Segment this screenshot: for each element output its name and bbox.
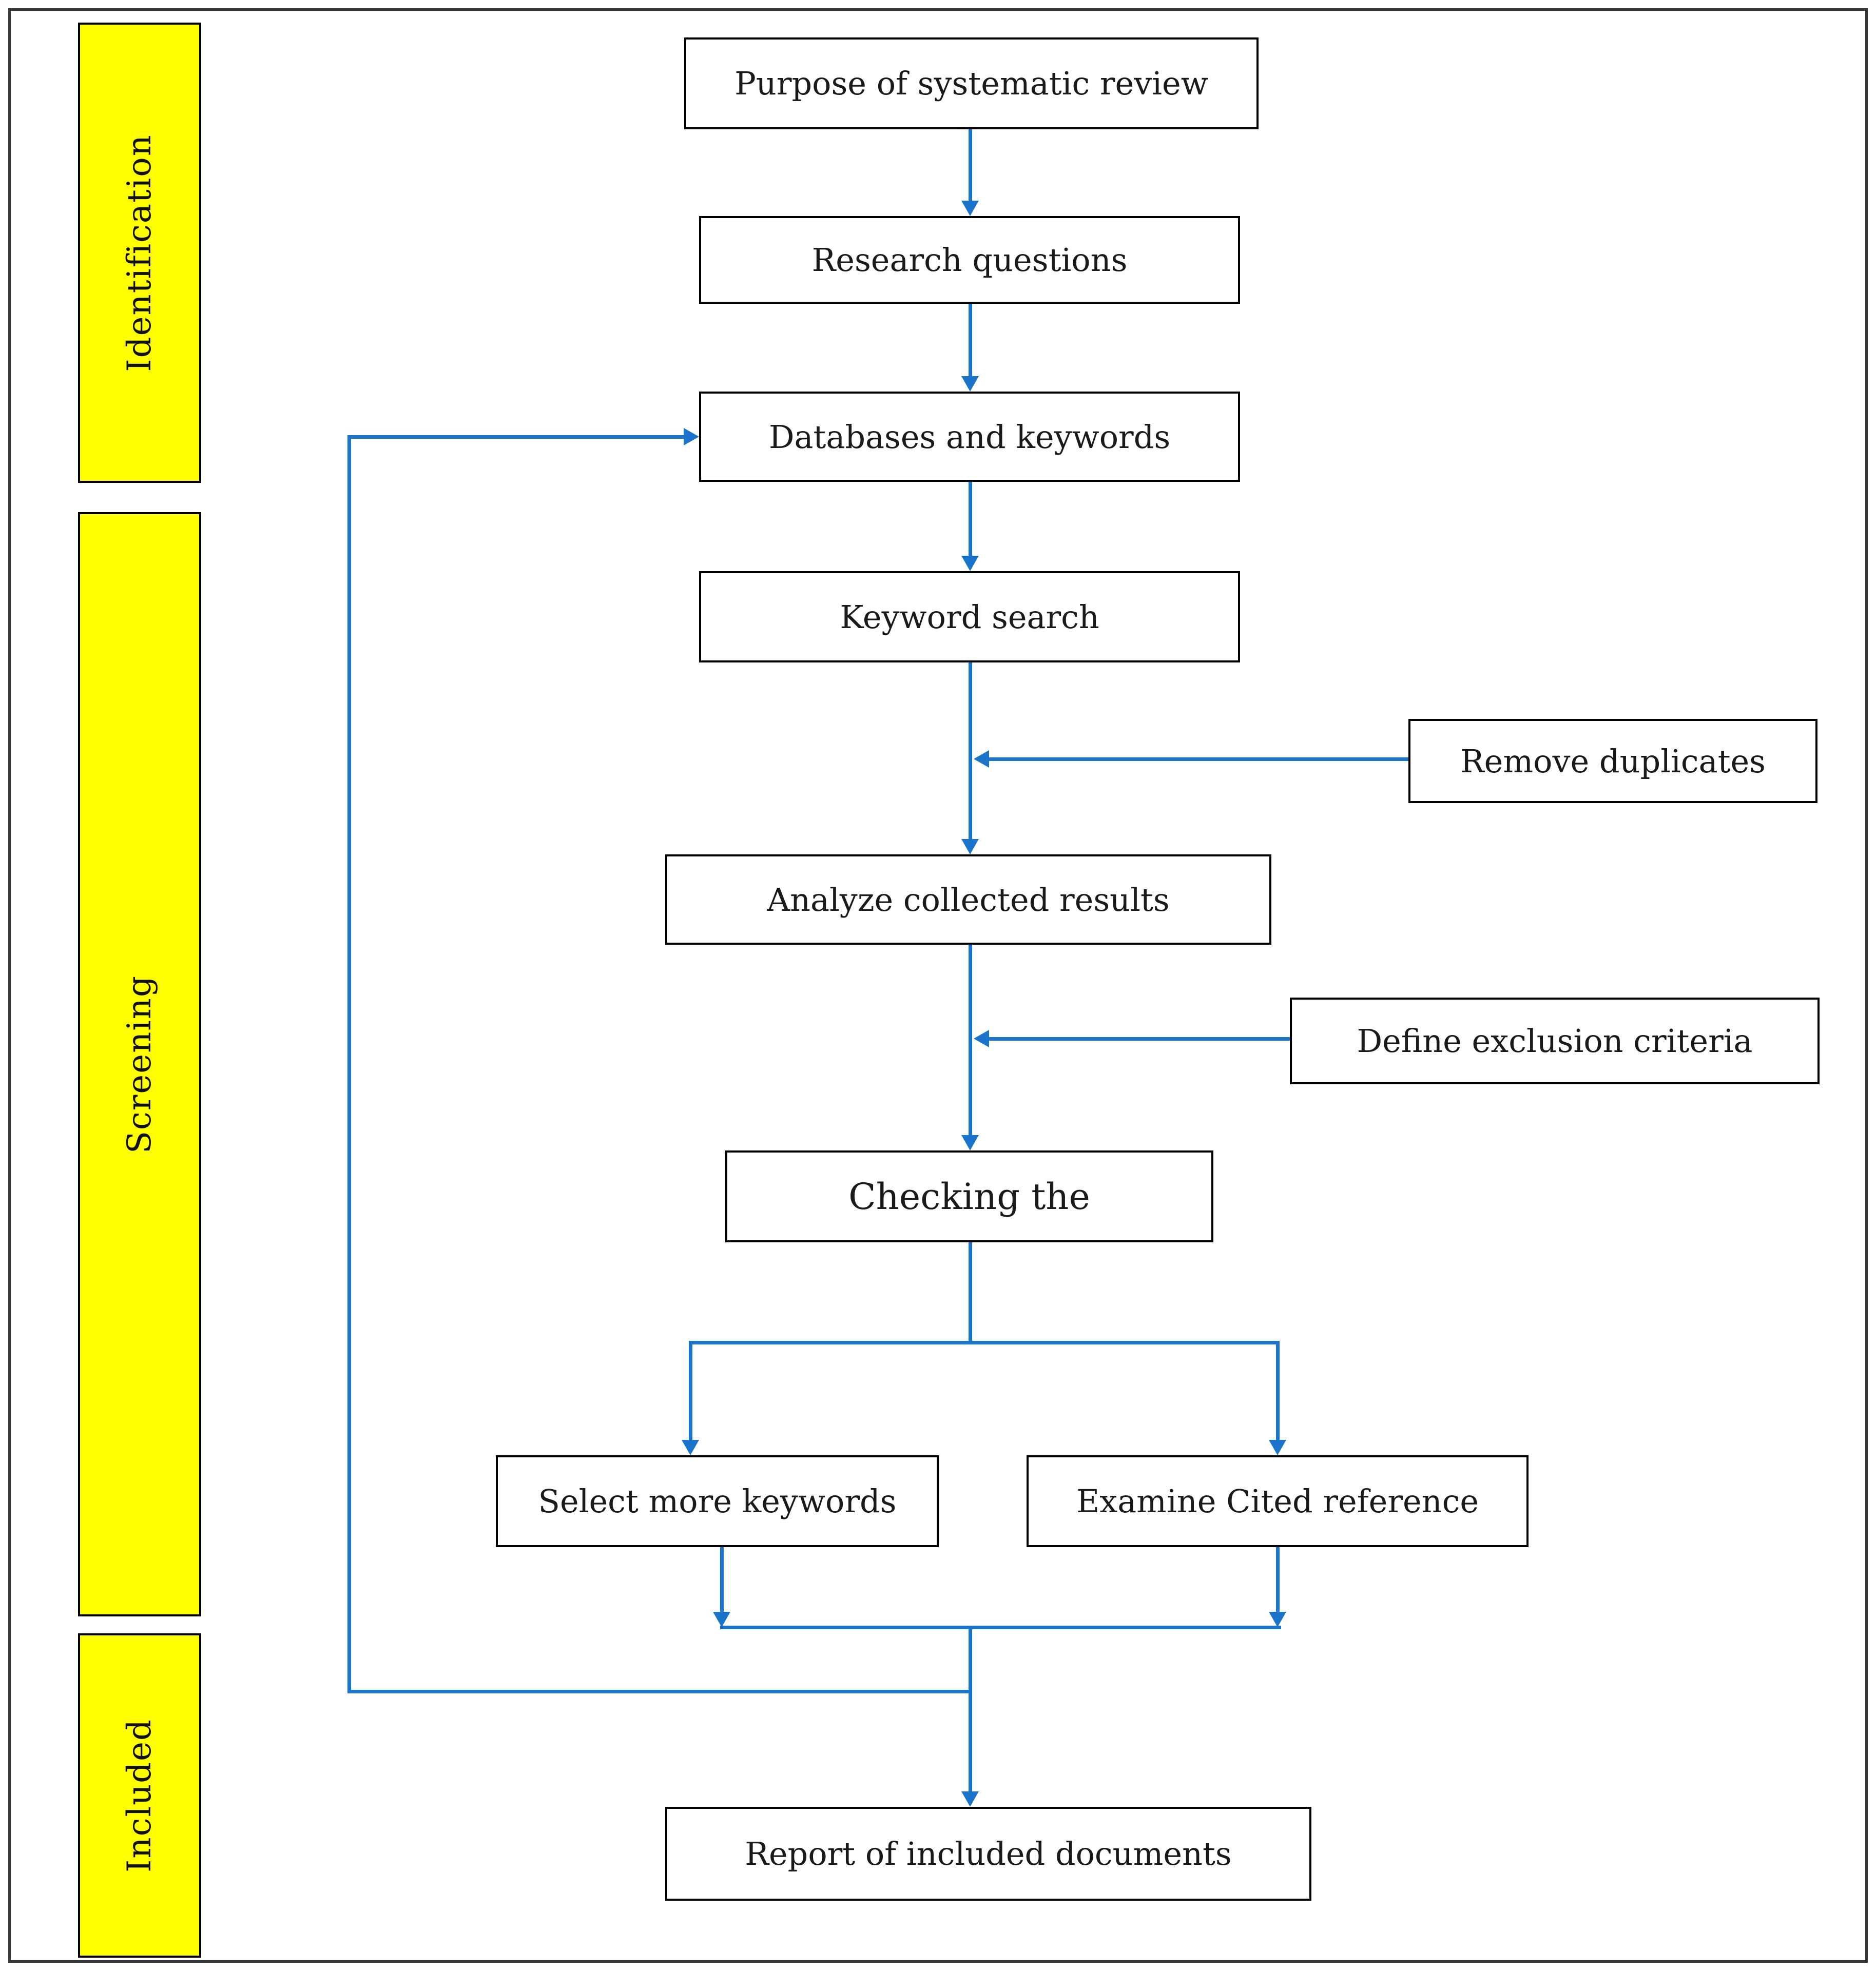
arrow-to-examine-cited-head — [1269, 1440, 1286, 1455]
arrow-exclusion-criteria-head — [974, 1030, 989, 1047]
arrow-databases-to-keyword-line — [969, 482, 972, 558]
arrow-research-to-databases-line — [969, 304, 972, 378]
arrow-to-report-head — [961, 1791, 979, 1807]
feedback-vertical-line — [347, 435, 351, 1693]
arrow-to-examine-cited-line — [1276, 1342, 1280, 1442]
arrow-remove-duplicates-head — [974, 750, 989, 768]
arrow-to-report-line — [969, 1626, 972, 1793]
node-select-keywords: Select more keywords — [496, 1455, 939, 1547]
stage-screening-label: Screening — [121, 975, 159, 1154]
node-keyword-search: Keyword search — [699, 571, 1240, 662]
arrow-examine-down-head — [1269, 1612, 1286, 1627]
branch-stem-line — [969, 1242, 972, 1344]
stage-screening — [78, 512, 201, 1616]
converge-horizontal-line — [720, 1626, 1281, 1629]
node-examine-cited: Examine Cited reference — [1027, 1455, 1529, 1547]
feedback-bottom-line — [347, 1690, 972, 1693]
arrow-analyze-to-checking-head — [961, 1135, 979, 1150]
branch-horizontal-line — [689, 1341, 1280, 1344]
node-remove-duplicates: Remove duplicates — [1408, 719, 1817, 803]
node-analyze-results: Analyze collected results — [665, 854, 1271, 945]
arrow-research-to-databases-head — [961, 376, 979, 392]
node-databases-keywords: Databases and keywords — [699, 392, 1240, 482]
arrow-remove-duplicates-line — [989, 757, 1408, 761]
node-report: Report of included documents — [665, 1807, 1311, 1901]
arrow-exclusion-criteria-line — [989, 1037, 1290, 1041]
arrow-analyze-to-checking-line — [969, 945, 972, 1137]
node-research-questions: Research questions — [699, 216, 1240, 304]
arrow-select-down-head — [713, 1612, 730, 1627]
stage-included-label: Included — [121, 1719, 159, 1872]
feedback-top-line — [347, 435, 684, 439]
arrow-purpose-to-research-head — [961, 201, 979, 216]
node-purpose: Purpose of systematic review — [684, 37, 1259, 129]
arrow-examine-down-line — [1276, 1547, 1280, 1614]
feedback-arrow-head — [684, 428, 699, 445]
arrow-select-down-line — [720, 1547, 724, 1614]
stage-included — [78, 1633, 201, 1958]
arrow-purpose-to-research-line — [969, 129, 972, 203]
arrow-to-select-keywords-line — [689, 1342, 692, 1442]
arrow-databases-to-keyword-head — [961, 556, 979, 571]
arrow-to-select-keywords-head — [682, 1440, 699, 1455]
stage-identification-label: Identification — [121, 133, 159, 372]
stage-identification — [78, 23, 201, 483]
node-checking: Checking the — [725, 1150, 1213, 1242]
arrow-keyword-to-analyze-head — [961, 839, 979, 854]
node-exclusion-criteria: Define exclusion criteria — [1290, 998, 1820, 1084]
arrow-keyword-to-analyze-line — [969, 662, 972, 841]
